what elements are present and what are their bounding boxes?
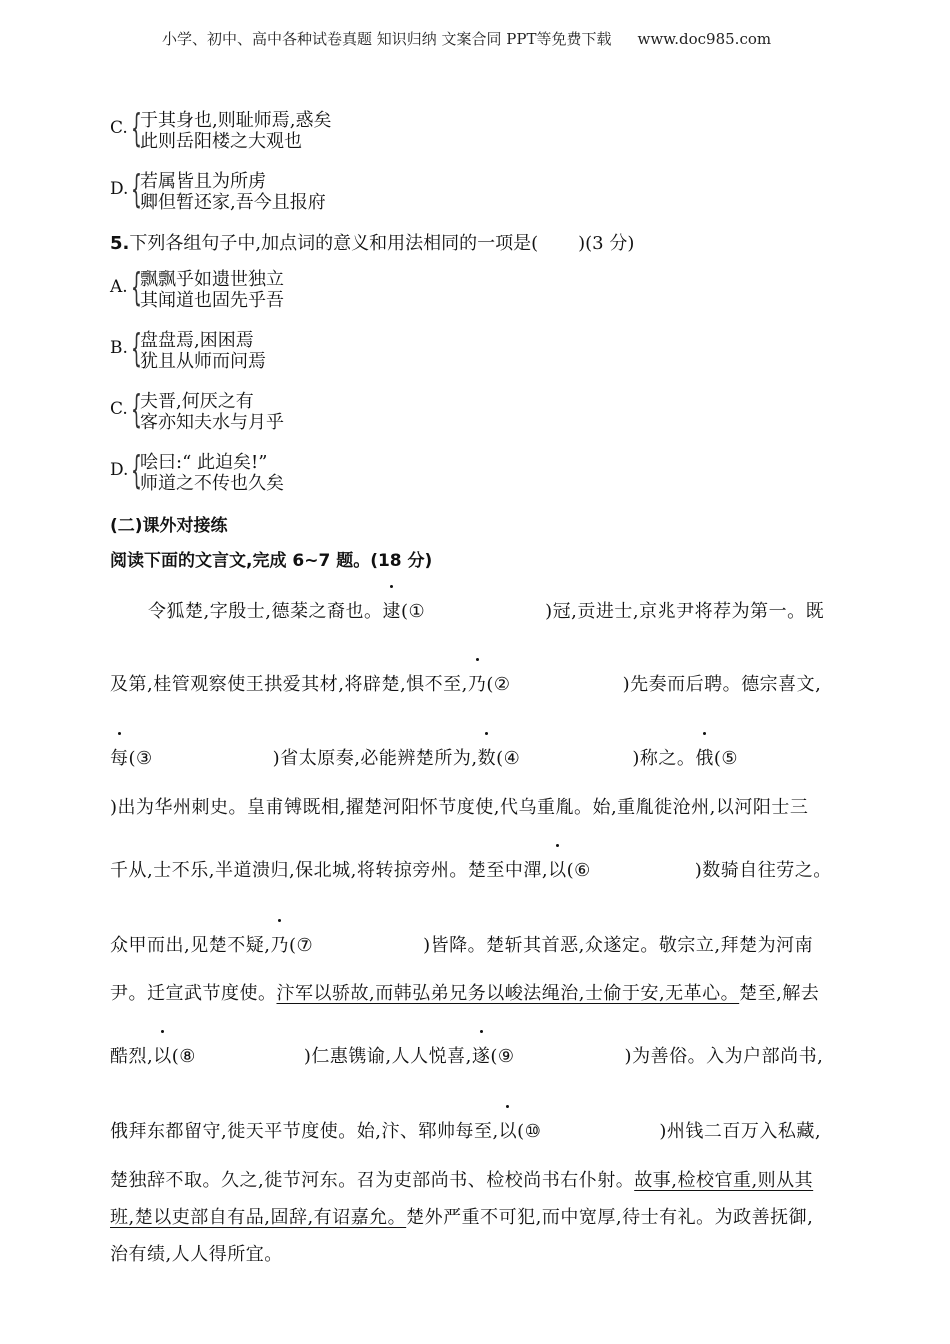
passage-line-12: 治有绩,人人得所宜。 bbox=[110, 1244, 283, 1265]
header-url[interactable]: www.doc985.com bbox=[637, 30, 772, 48]
passage-line-6: 众甲而出,见楚不疑,乃(⑦ )皆降。楚斩其首恶,众遂定。敬宗立,拜楚为河南 bbox=[110, 931, 813, 957]
passage-line-10: 楚独辞不取。久之,徙节河东。召为吏部尚书、检校尚书右仆射。故事,检校官重,则从其 bbox=[110, 1170, 814, 1191]
passage-line-5: 千从,士不乐,半道溃归,保北城,将转掠旁州。楚至中潬,以(⑥ )数骑自往劳之。 bbox=[110, 856, 832, 882]
question-5: 5.下列各组句子中,加点词的意义和用法相同的一项是( )(3 分) bbox=[110, 233, 635, 254]
passage-line-1: 令狐楚,字殷士,德棻之裔也。逮(① )冠,贡进士,京兆尹将荐为第一。既 bbox=[148, 597, 824, 623]
header-text: 小学、初中、高中各种试卷真题 知识归纳 文案合同 PPT等免费下载 bbox=[162, 30, 612, 48]
passage-line-8: 酷烈,以(⑧ )仁惠镌谕,人人悦喜,遂(⑨ )为善俗。入为户部尚书, bbox=[110, 1042, 823, 1068]
brace-icon: { bbox=[131, 387, 142, 431]
passage-line-11: 班,楚以吏部自有品,固辞,有诏嘉允。楚外严重不可犯,而中宽厚,待士有礼。为政善抚御, bbox=[110, 1207, 814, 1228]
brace-icon: { bbox=[131, 106, 142, 150]
passage-line-7: 尹。迁宣武节度使。汴军以骄故,而韩弘弟兄务以峻法绳治,士偷于安,无革心。楚至,解去 bbox=[110, 983, 820, 1004]
passage-line-3: 每(③ )省太原奏,必能辨楚所为,数(④ )称之。俄(⑤ bbox=[110, 744, 738, 770]
brace-icon: { bbox=[131, 448, 142, 492]
passage-line-2: 及第,桂管观察使王拱爱其材,将辟楚,惧不至,乃(② )先奏而后聘。德宗喜文, bbox=[110, 670, 821, 696]
page-header bbox=[162, 28, 771, 49]
brace-icon: { bbox=[131, 167, 142, 211]
section-instruction: 阅读下面的文言文,完成 6~7 题。(18 分) bbox=[110, 551, 433, 571]
passage-line-4: )出为华州刺史。皇甫镈既相,擢楚河阳怀节度使,代乌重胤。始,重胤徙沧州,以河阳士三 bbox=[110, 797, 809, 818]
brace-icon: { bbox=[131, 326, 142, 370]
passage-line-9: 俄拜东都留守,徙天平节度使。始,汴、郓帅每至,以(⑩ )州钱二百万入私藏, bbox=[110, 1117, 821, 1143]
brace-icon: { bbox=[131, 265, 142, 309]
section-title: (二)课外对接练 bbox=[110, 516, 228, 536]
